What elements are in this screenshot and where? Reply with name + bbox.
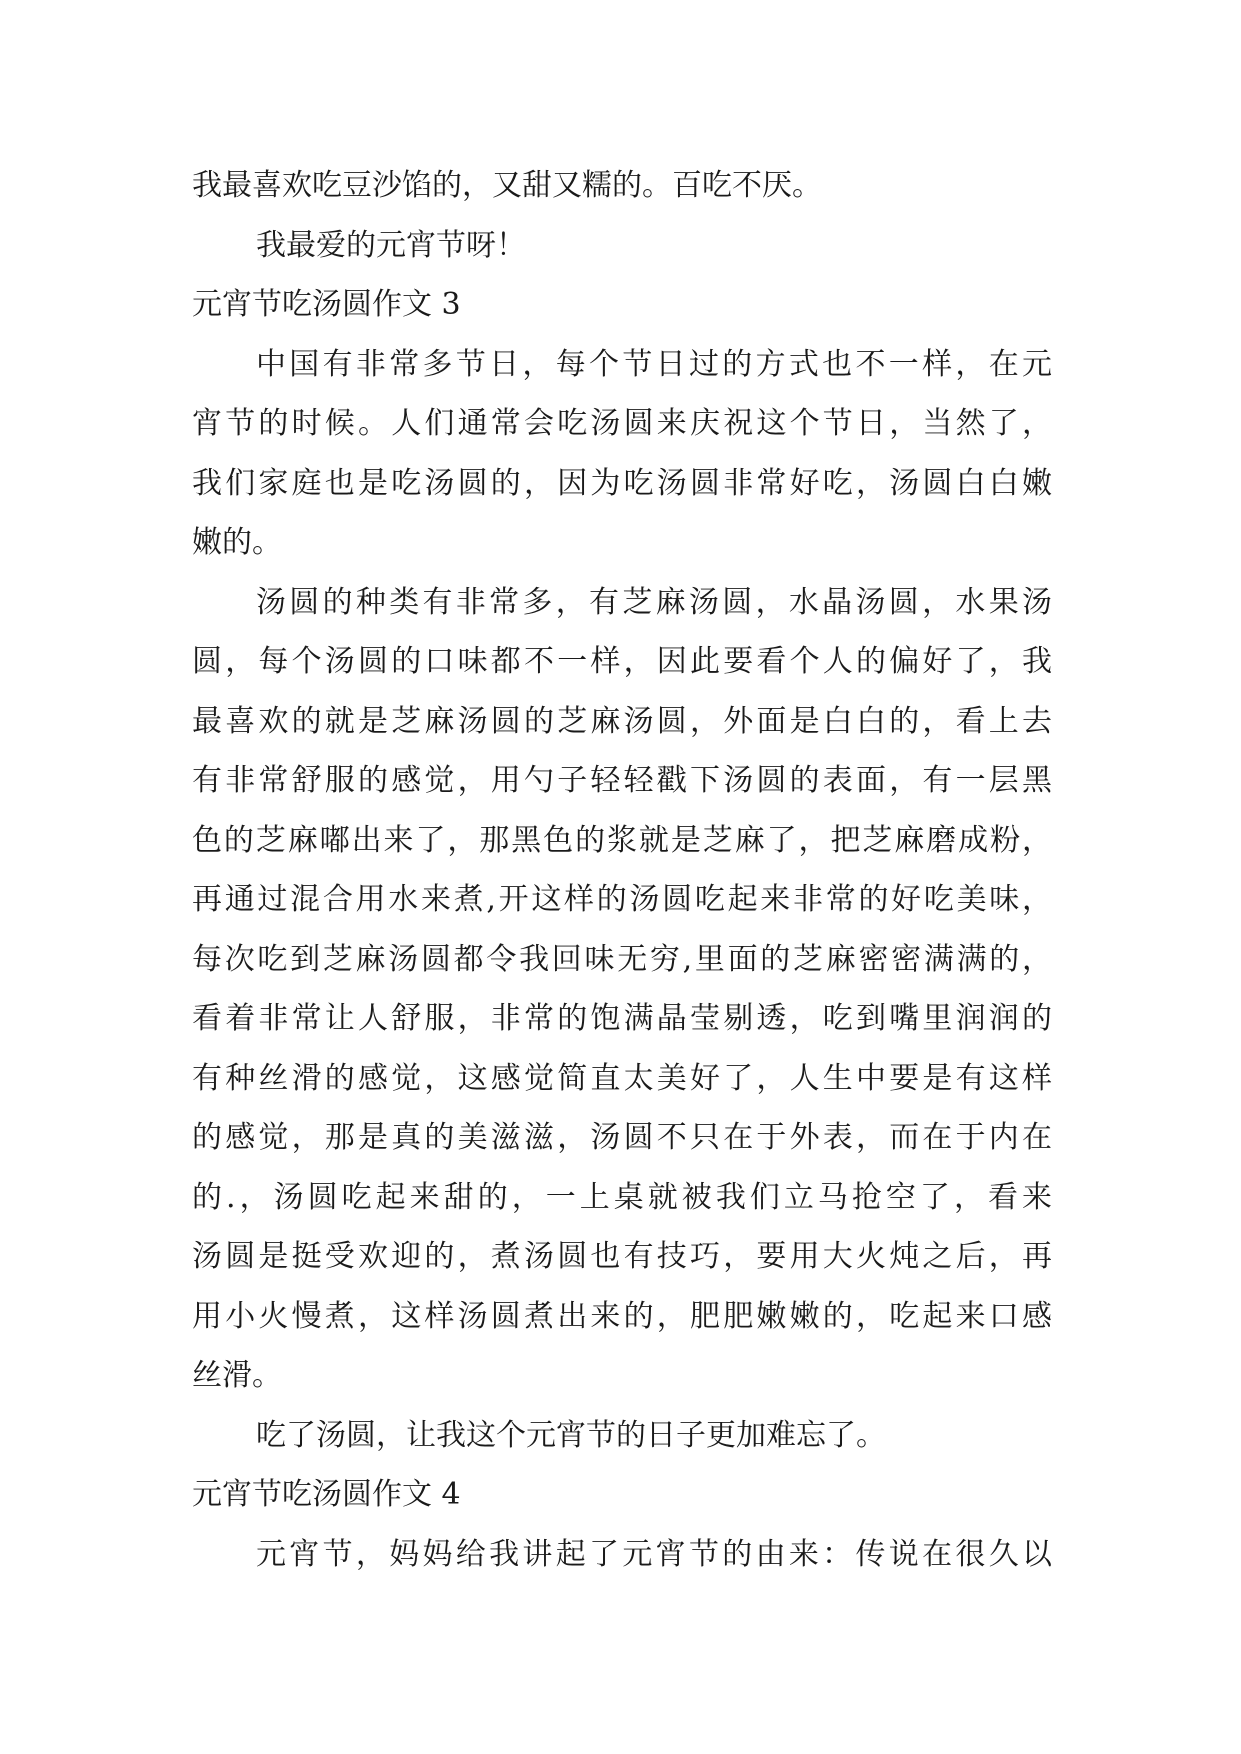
text-line: 我们家庭也是吃汤圆的，因为吃汤圆非常好吃，汤圆白白嫩 xyxy=(192,465,1052,501)
text-line: 的.，汤圆吃起来甜的，一上桌就被我们立马抢空了，看来 xyxy=(192,1179,1052,1215)
text-line: 看着非常让人舒服，非常的饱满晶莹剔透，吃到嘴里润润的 xyxy=(192,1001,1052,1036)
text-line: 中国有非常多节日，每个节日过的方式也不一样，在元 xyxy=(256,346,1052,382)
text-line: 每次吃到芝麻汤圆都令我回味无穷,里面的芝麻密密满满的， xyxy=(192,941,1052,977)
text-line: 最喜欢的就是芝麻汤圆的芝麻汤圆，外面是白白的，看上去 xyxy=(192,703,1052,739)
text-line: 我最喜欢吃豆沙馅的，又甜又糯的。百吃不厌。 xyxy=(192,168,822,203)
text-line: 嫩的。 xyxy=(192,525,282,560)
text-line: 的感觉，那是真的美滋滋，汤圆不只在于外表，而在于内在 xyxy=(192,1120,1052,1155)
text-line: 再通过混合用水来煮,开这样的汤圆吃起来非常的好吃美味， xyxy=(192,882,1052,917)
text-line: 汤圆的种类有非常多，有芝麻汤圆，水晶汤圆，水果汤 xyxy=(256,584,1052,620)
section-heading: 元宵节吃汤圆作文 4 xyxy=(192,1477,461,1512)
section-heading: 元宵节吃汤圆作文 3 xyxy=(192,287,461,322)
text-line: 有非常舒服的感觉，用勺子轻轻戳下汤圆的表面，有一层黑 xyxy=(192,763,1052,798)
text-line: 丝滑。 xyxy=(192,1358,282,1393)
text-line: 圆，每个汤圆的口味都不一样，因此要看个人的偏好了，我 xyxy=(192,644,1052,679)
text-line: 用小火慢煮，这样汤圆煮出来的，肥肥嫩嫩的，吃起来口感 xyxy=(192,1298,1052,1334)
text-line: 色的芝麻嘟出来了，那黑色的浆就是芝麻了，把芝麻磨成粉， xyxy=(192,822,1052,858)
text-line: 宵节的时候。人们通常会吃汤圆来庆祝这个节日，当然了， xyxy=(192,406,1052,441)
text-line: 元宵节，妈妈给我讲起了元宵节的由来：传说在很久以 xyxy=(256,1536,1052,1572)
text-line: 有种丝滑的感觉，这感觉简直太美好了，人生中要是有这样 xyxy=(192,1060,1052,1096)
text-line: 我最爱的元宵节呀！ xyxy=(256,227,526,263)
text-line: 汤圆是挺受欢迎的，煮汤圆也有技巧，要用大火炖之后，再 xyxy=(192,1239,1052,1274)
document-body xyxy=(192,156,1052,1584)
text-line: 吃了汤圆，让我这个元宵节的日子更加难忘了。 xyxy=(256,1417,886,1453)
